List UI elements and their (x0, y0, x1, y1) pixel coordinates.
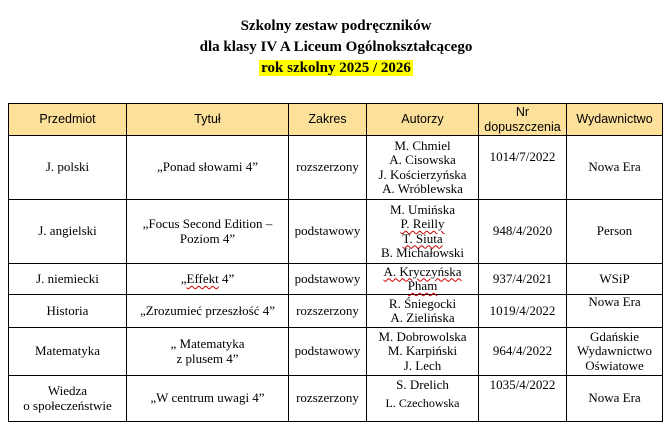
cell-publisher: Person (567, 200, 663, 264)
cell-subject: Historia (9, 295, 127, 328)
table-row (9, 376, 663, 422)
cell-title: „Effekt 4” (127, 264, 289, 295)
cell-subject: J. niemiecki (9, 264, 127, 295)
cell-subject: Wiedza o społeczeństwie (9, 376, 127, 422)
cell-authors: M. Umińska P. Reilly T. Siuta B. Michałowski (367, 200, 479, 264)
cell-scope: rozszerzony (289, 295, 367, 328)
cell-approval: 1019/4/2022 (479, 295, 567, 328)
table-row (9, 200, 663, 264)
cell-authors: R. Śniegocki A. Zielińska (367, 295, 479, 328)
col-header-approval: Nr dopuszczenia (479, 104, 567, 136)
cell-subject: J. polski (9, 136, 127, 200)
table-row (9, 136, 663, 200)
cell-approval: 964/4/2022 (479, 328, 567, 376)
cell-subject: Matematyka (9, 328, 127, 376)
cell-scope: podstawowy (289, 264, 367, 295)
header-school-year: rok szkolny 2025 / 2026 (261, 60, 411, 76)
cell-authors: A. Kryczyńska Pham (367, 264, 479, 295)
cell-publisher: Gdańskie Wydawnictwo Oświatowe (567, 328, 663, 376)
cell-authors: M. Chmiel A. Cisowska J. Kościerzyńska A. Wróblewska (367, 136, 479, 200)
cell-approval: 937/4/2021 (479, 264, 567, 295)
cell-title: „ Matematyka z plusem 4” (127, 328, 289, 376)
cell-scope: rozszerzony (289, 136, 367, 200)
cell-publisher: Nowa Era (567, 136, 663, 200)
document-header (0, 16, 672, 79)
cell-authors: M. Dobrowolska M. Karpiński J. Lech (367, 328, 479, 376)
cell-title: „W centrum uwagi 4” (127, 376, 289, 422)
header-class: dla klasy IV A Liceum Ogólnokształcącego (199, 39, 473, 55)
cell-title: „Focus Second Edition – Poziom 4” (127, 200, 289, 264)
cell-publisher: Nowa Era (567, 295, 663, 328)
cell-scope: podstawowy (289, 328, 367, 376)
cell-authors: S. Drelich L. Czechowska (367, 376, 479, 422)
table-row (9, 295, 663, 328)
cell-approval: 1035/4/2022 (479, 376, 567, 422)
col-header-publisher: Wydawnictwo (567, 104, 663, 136)
col-header-authors: Autorzy (367, 104, 479, 136)
col-header-subject: Przedmiot (9, 104, 127, 136)
cell-scope: podstawowy (289, 200, 367, 264)
cell-approval: 1014/7/2022 (479, 136, 567, 200)
col-header-scope: Zakres (289, 104, 367, 136)
cell-subject: J. angielski (9, 200, 127, 264)
col-header-title: Tytuł (127, 104, 289, 136)
table-header-row (9, 104, 663, 136)
table-row (9, 328, 663, 376)
cell-approval: 948/4/2020 (479, 200, 567, 264)
textbook-table (8, 103, 663, 422)
cell-publisher: WSiP (567, 264, 663, 295)
table-row (9, 264, 663, 295)
cell-publisher: Nowa Era (567, 376, 663, 422)
header-title: Szkolny zestaw podręczników (240, 18, 432, 34)
cell-title: „Ponad słowami 4” (127, 136, 289, 200)
cell-scope: rozszerzony (289, 376, 367, 422)
cell-title: „Zrozumieć przeszłość 4” (127, 295, 289, 328)
